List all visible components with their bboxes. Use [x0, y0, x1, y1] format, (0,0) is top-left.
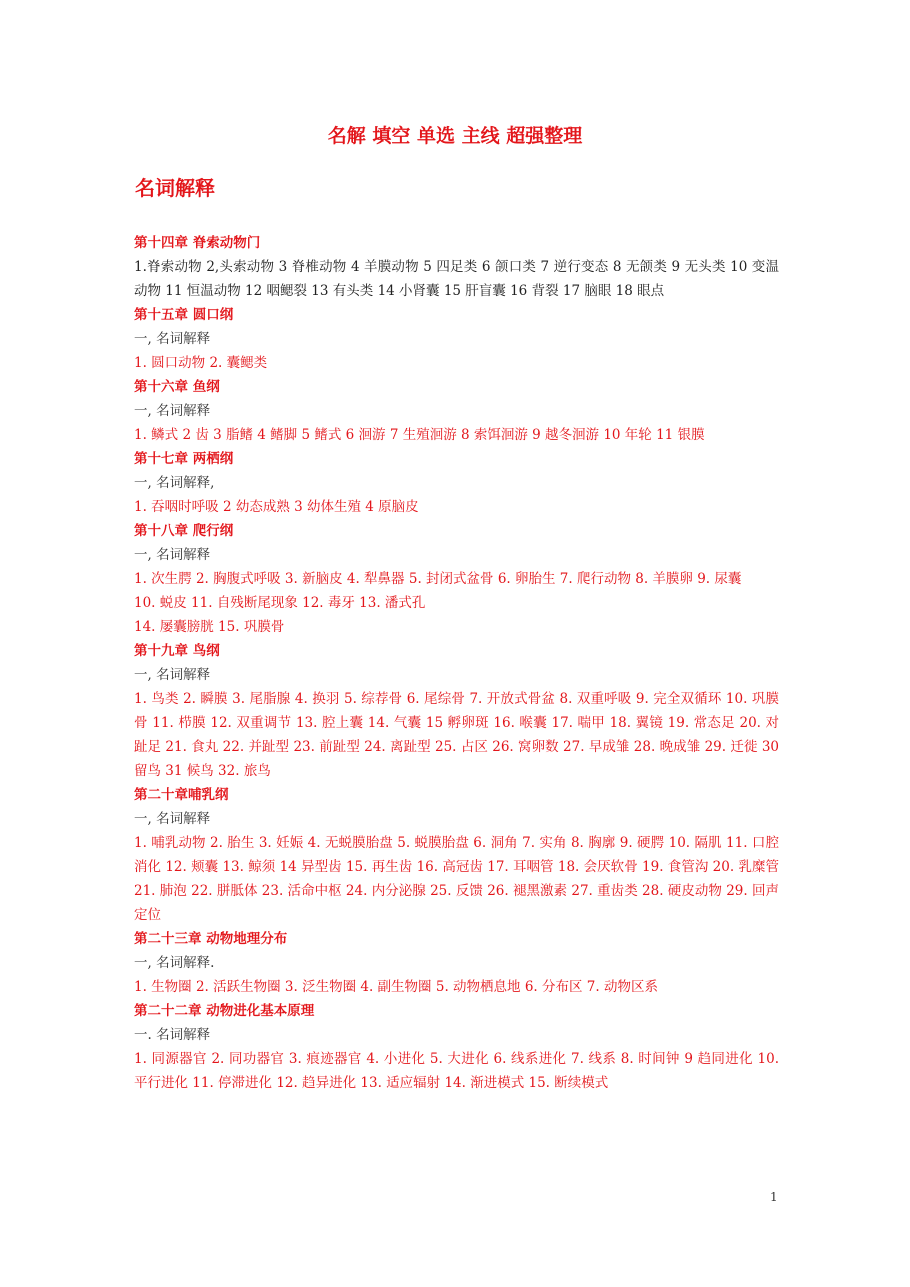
- term-list: 1. 圆口动物 2. 囊鳃类: [134, 355, 268, 371]
- chapter-16: [134, 375, 779, 447]
- term-list: 1.脊索动物 2,头索动物 3 脊椎动物 4 羊膜动物 5 四足类 6 颌口类 7 逆行变态 8 无颌类 9 无头类 10 变温动物 11 恒温动物 12 咽鳃裂 13 有头类 14 小肾囊 15 肝盲囊 16 背裂 17 脑眼 18 眼点: [134, 259, 779, 299]
- chapter-17: [134, 447, 779, 519]
- chapter-title: 第二十三章 动物地理分布: [134, 931, 288, 947]
- subheading: 一, 名词解释: [134, 811, 211, 827]
- chapter-title: 第二十二章 动物进化基本原理: [134, 1003, 315, 1019]
- term-list: 10. 蜕皮 11. 自残断尾现象 12. 毒牙 13. 潘式孔: [134, 595, 426, 611]
- chapter-title: 第十四章 脊索动物门: [134, 235, 261, 251]
- chapter-19: [134, 639, 779, 783]
- chapter-title: 第十五章 圆口纲: [134, 307, 234, 323]
- chapter-22: [134, 999, 779, 1095]
- term-list: 1. 哺乳动物 2. 胎生 3. 妊娠 4. 无蜕膜胎盘 5. 蜕膜胎盘 6. 洞角 7. 实角 8. 胸廓 9. 硬腭 10. 隔肌 11. 口腔消化 12. 颊囊 13. 鲸须 14 异型齿 15. 再生齿 16. 高冠齿 17. 耳咽管 18. 会厌软骨 19. 食管沟 20. 乳糜管 21. 肺泡 22. 胼胝体 23. 活命中枢 24. 内分泌腺 25. 反馈 26. 褪黑激素 27. 重齿类 28. 硬皮动物 29. 回声定位: [134, 835, 779, 923]
- chapter-title: 第十六章 鱼纲: [134, 379, 220, 395]
- chapter-title: 第十七章 两栖纲: [134, 451, 234, 467]
- term-list: 14. 屡囊膀胱 15. 巩膜骨: [134, 619, 285, 635]
- chapter-20: [134, 783, 779, 927]
- term-list: 1. 鸟类 2. 瞬膜 3. 尾脂腺 4. 换羽 5. 综荐骨 6. 尾综骨 7. 开放式骨盆 8. 双重呼吸 9. 完全双循环 10. 巩膜骨 11. 栉膜 12. 双重调节 13. 腔上囊 14. 气囊 15 孵卵斑 16. 喉囊 17. 喘甲 18. 翼镜 19. 常态足 20. 对趾足 21. 食丸 22. 并趾型 23. 前趾型 24. 离趾型 25. 占区 26. 窝卵数 27. 早成雏 28. 晚成雏 29. 迁徙 30 留鸟 31 候鸟 32. 旅鸟: [134, 691, 779, 779]
- chapter-18: [134, 519, 779, 639]
- subheading: 一, 名词解释: [134, 667, 211, 683]
- page-number: 1: [770, 1190, 778, 1204]
- term-list: 1. 鳞式 2 齿 3 脂鳍 4 鳍脚 5 鳍式 6 洄游 7 生殖洄游 8 索饵洄游 9 越冬洄游 10 年轮 11 银膜: [134, 427, 705, 443]
- subheading: 一, 名词解释: [134, 547, 211, 563]
- chapter-15: [134, 303, 779, 375]
- chapter-title: 第十八章 爬行纲: [134, 523, 234, 539]
- subheading: 一, 名词解释: [134, 403, 211, 419]
- chapter-title: 第二十章哺乳纲: [134, 787, 229, 803]
- section-heading: 名词解释: [135, 176, 215, 200]
- page-title: 名解 填空 单选 主线 超强整理: [327, 125, 583, 147]
- term-list: 1. 同源器官 2. 同功器官 3. 痕迹器官 4. 小进化 5. 大进化 6. 线系进化 7. 线系 8. 时间钟 9 趋同进化 10. 平行进化 11. 停滞进化 12. 趋异进化 13. 适应辐射 14. 渐进模式 15. 断续模式: [134, 1051, 779, 1091]
- chapter-title: 第十九章 鸟纲: [134, 643, 220, 659]
- term-list: 1. 次生腭 2. 胸腹式呼吸 3. 新脑皮 4. 犁鼻器 5. 封闭式盆骨 6. 卵胎生 7. 爬行动物 8. 羊膜卵 9. 尿囊: [134, 571, 742, 587]
- subheading: 一, 名词解释,: [134, 475, 215, 491]
- chapter-14: [134, 231, 779, 303]
- chapter-list: [134, 231, 779, 1095]
- term-list: 1. 吞咽时呼吸 2 幼态成熟 3 幼体生殖 4 原脑皮: [134, 499, 419, 515]
- subheading: 一, 名词解释.: [134, 955, 215, 971]
- subheading: 一, 名词解释: [134, 331, 211, 347]
- chapter-23: [134, 927, 779, 999]
- subheading: 一. 名词解释: [134, 1027, 211, 1043]
- term-list: 1. 生物圈 2. 活跃生物圈 3. 泛生物圈 4. 副生物圈 5. 动物栖息地 6. 分布区 7. 动物区系: [134, 979, 658, 995]
